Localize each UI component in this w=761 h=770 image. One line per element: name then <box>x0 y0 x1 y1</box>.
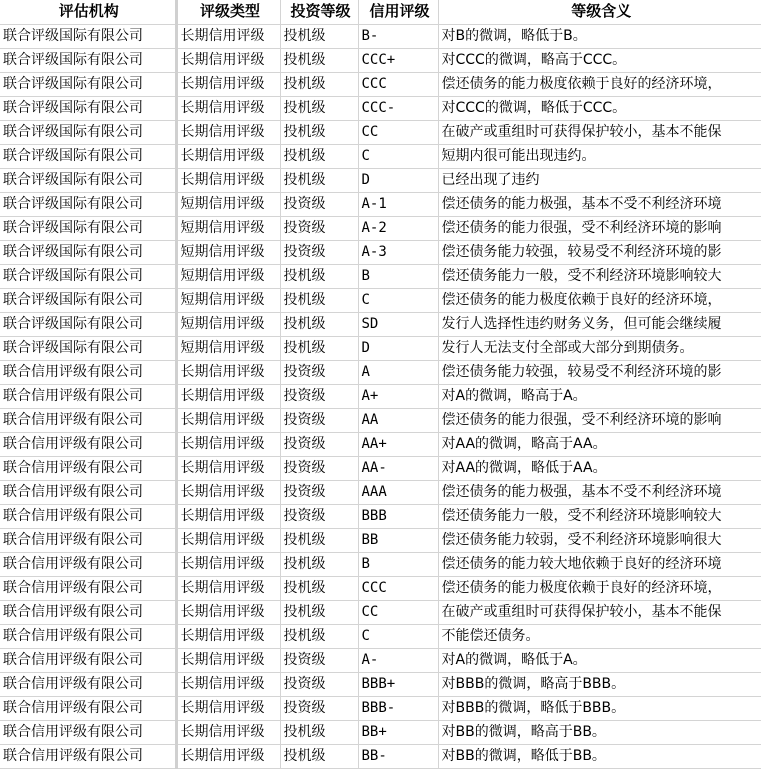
cell-investment-grade[interactable]: 投资级 <box>280 456 358 480</box>
cell-agency[interactable]: 联合评级国际有限公司 <box>0 120 176 144</box>
cell-agency[interactable]: 联合信用评级有限公司 <box>0 576 176 600</box>
cell-rating-type[interactable]: 长期信用评级 <box>176 672 280 696</box>
cell-rating-type[interactable]: 长期信用评级 <box>176 720 280 744</box>
cell-agency[interactable]: 联合信用评级有限公司 <box>0 552 176 576</box>
cell-credit-rating[interactable]: CCC+ <box>358 48 438 72</box>
cell-agency[interactable]: 联合信用评级有限公司 <box>0 744 176 768</box>
cell-investment-grade[interactable]: 投资级 <box>280 360 358 384</box>
cell-credit-rating[interactable]: B- <box>358 24 438 48</box>
cell-investment-grade[interactable]: 投机级 <box>280 120 358 144</box>
table-row <box>0 720 761 744</box>
cell-credit-rating[interactable]: CC <box>358 600 438 624</box>
header-rating-type[interactable]: 评级类型 <box>176 0 280 24</box>
cell-credit-rating[interactable]: B <box>358 552 438 576</box>
cell-rating-type[interactable]: 长期信用评级 <box>176 24 280 48</box>
cell-rating-type[interactable]: 长期信用评级 <box>176 360 280 384</box>
cell-agency[interactable]: 联合信用评级有限公司 <box>0 624 176 648</box>
cell-credit-rating[interactable]: AA+ <box>358 432 438 456</box>
cell-credit-rating[interactable]: BB <box>358 528 438 552</box>
cell-investment-grade[interactable]: 投机级 <box>280 576 358 600</box>
cell-agency[interactable]: 联合评级国际有限公司 <box>0 24 176 48</box>
cell-rating-type[interactable]: 长期信用评级 <box>176 576 280 600</box>
table-row <box>0 624 761 648</box>
cell-credit-rating[interactable]: BBB+ <box>358 672 438 696</box>
cell-agency[interactable]: 联合评级国际有限公司 <box>0 312 176 336</box>
cell-agency[interactable]: 联合评级国际有限公司 <box>0 192 176 216</box>
cell-meaning[interactable]: 偿还债务的能力极度依赖于良好的经济环境， <box>438 288 761 312</box>
cell-investment-grade[interactable]: 投机级 <box>280 24 358 48</box>
cell-investment-grade[interactable]: 投机级 <box>280 264 358 288</box>
cell-agency[interactable]: 联合信用评级有限公司 <box>0 384 176 408</box>
cell-rating-type[interactable]: 短期信用评级 <box>176 336 280 360</box>
cell-investment-grade[interactable]: 投机级 <box>280 624 358 648</box>
cell-agency[interactable]: 联合评级国际有限公司 <box>0 48 176 72</box>
cell-rating-type[interactable]: 长期信用评级 <box>176 696 280 720</box>
cell-credit-rating[interactable]: AA- <box>358 456 438 480</box>
cell-credit-rating[interactable]: C <box>358 144 438 168</box>
cell-meaning[interactable]: 短期内很可能出现违约。 <box>438 144 761 168</box>
table-row <box>0 384 761 408</box>
cell-investment-grade[interactable]: 投机级 <box>280 72 358 96</box>
table-row <box>0 696 761 720</box>
cell-meaning[interactable]: 对CCC的微调，略低于CCC。 <box>438 96 761 120</box>
header-credit-rating[interactable]: 信用评级 <box>358 0 438 24</box>
cell-credit-rating[interactable]: A-2 <box>358 216 438 240</box>
cell-agency[interactable]: 联合信用评级有限公司 <box>0 528 176 552</box>
cell-rating-type[interactable]: 长期信用评级 <box>176 624 280 648</box>
cell-investment-grade[interactable]: 投资级 <box>280 240 358 264</box>
cell-meaning[interactable]: 不能偿还债务。 <box>438 624 761 648</box>
cell-agency[interactable]: 联合信用评级有限公司 <box>0 720 176 744</box>
cell-agency[interactable]: 联合评级国际有限公司 <box>0 96 176 120</box>
cell-rating-type[interactable]: 长期信用评级 <box>176 600 280 624</box>
cell-investment-grade[interactable]: 投资级 <box>280 408 358 432</box>
cell-credit-rating[interactable]: CCC <box>358 72 438 96</box>
cell-investment-grade[interactable]: 投资级 <box>280 672 358 696</box>
cell-investment-grade[interactable]: 投机级 <box>280 720 358 744</box>
cell-rating-type[interactable]: 长期信用评级 <box>176 648 280 672</box>
cell-agency[interactable]: 联合信用评级有限公司 <box>0 672 176 696</box>
table-row <box>0 240 761 264</box>
table-row <box>0 456 761 480</box>
cell-meaning[interactable]: 偿还债务能力一般，受不利经济环境影响较大 <box>438 264 761 288</box>
table-row <box>0 288 761 312</box>
cell-rating-type[interactable]: 长期信用评级 <box>176 384 280 408</box>
cell-meaning[interactable]: 偿还债务的能力很强，受不利经济环境的影响 <box>438 216 761 240</box>
table-row <box>0 168 761 192</box>
table-row <box>0 72 761 96</box>
cell-investment-grade[interactable]: 投机级 <box>280 552 358 576</box>
cell-investment-grade[interactable]: 投资级 <box>280 432 358 456</box>
cell-meaning[interactable]: 偿还债务能力较弱，受不利经济环境影响很大 <box>438 528 761 552</box>
table-row <box>0 504 761 528</box>
table-row <box>0 480 761 504</box>
table-row <box>0 120 761 144</box>
cell-rating-type[interactable]: 长期信用评级 <box>176 48 280 72</box>
cell-credit-rating[interactable]: BBB <box>358 504 438 528</box>
cell-meaning[interactable]: 对AA的微调，略低于AA。 <box>438 456 761 480</box>
cell-meaning[interactable]: 对AA的微调，略高于AA。 <box>438 432 761 456</box>
cell-agency[interactable]: 联合信用评级有限公司 <box>0 648 176 672</box>
cell-agency[interactable]: 联合评级国际有限公司 <box>0 144 176 168</box>
cell-agency[interactable]: 联合信用评级有限公司 <box>0 432 176 456</box>
cell-credit-rating[interactable]: B <box>358 264 438 288</box>
table-row <box>0 312 761 336</box>
cell-rating-type[interactable]: 短期信用评级 <box>176 312 280 336</box>
table-row <box>0 528 761 552</box>
header-row <box>0 0 761 24</box>
cell-meaning[interactable]: 在破产或重组时可获得保护较小，基本不能保 <box>438 120 761 144</box>
table-row <box>0 600 761 624</box>
cell-rating-type[interactable]: 长期信用评级 <box>176 408 280 432</box>
cell-credit-rating[interactable]: CCC- <box>358 96 438 120</box>
table-row <box>0 192 761 216</box>
table-row <box>0 672 761 696</box>
cell-agency[interactable]: 联合评级国际有限公司 <box>0 216 176 240</box>
cell-meaning[interactable]: 偿还债务的能力极度依赖于良好的经济环境， <box>438 72 761 96</box>
cell-investment-grade[interactable]: 投资级 <box>280 648 358 672</box>
cell-credit-rating[interactable]: C <box>358 624 438 648</box>
cell-investment-grade[interactable]: 投机级 <box>280 336 358 360</box>
cell-credit-rating[interactable]: A-1 <box>358 192 438 216</box>
cell-meaning[interactable]: 偿还债务的能力极强，基本不受不利经济环境 <box>438 480 761 504</box>
table-row <box>0 24 761 48</box>
cell-investment-grade[interactable]: 投资级 <box>280 480 358 504</box>
cell-investment-grade[interactable]: 投资级 <box>280 384 358 408</box>
cell-agency[interactable]: 联合信用评级有限公司 <box>0 456 176 480</box>
cell-credit-rating[interactable]: A+ <box>358 384 438 408</box>
table-row <box>0 648 761 672</box>
cell-meaning[interactable]: 对A的微调，略高于A。 <box>438 384 761 408</box>
cell-credit-rating[interactable]: AAA <box>358 480 438 504</box>
cell-meaning[interactable]: 已经出现了违约 <box>438 168 761 192</box>
cell-credit-rating[interactable]: A-3 <box>358 240 438 264</box>
cell-meaning[interactable]: 对BBB的微调，略高于BBB。 <box>438 672 761 696</box>
header-agency[interactable]: 评估机构 <box>0 0 176 24</box>
cell-investment-grade[interactable]: 投机级 <box>280 744 358 768</box>
cell-rating-type[interactable]: 长期信用评级 <box>176 96 280 120</box>
cell-meaning[interactable]: 对CCC的微调，略高于CCC。 <box>438 48 761 72</box>
cell-meaning[interactable]: 对B的微调，略低于B。 <box>438 24 761 48</box>
header-investment-grade[interactable]: 投资等级 <box>280 0 358 24</box>
cell-agency[interactable]: 联合评级国际有限公司 <box>0 168 176 192</box>
cell-meaning[interactable]: 偿还债务的能力极强，基本不受不利经济环境 <box>438 192 761 216</box>
header-meaning[interactable]: 等级含义 <box>438 0 761 24</box>
cell-meaning[interactable]: 偿还债务能力一般，受不利经济环境影响较大 <box>438 504 761 528</box>
cell-meaning[interactable]: 偿还债务能力较强，较易受不利经济环境的影 <box>438 240 761 264</box>
cell-rating-type[interactable]: 长期信用评级 <box>176 504 280 528</box>
table-row <box>0 216 761 240</box>
cell-credit-rating[interactable]: CCC <box>358 576 438 600</box>
cell-meaning[interactable]: 偿还债务的能力很强，受不利经济环境的影响 <box>438 408 761 432</box>
cell-rating-type[interactable]: 长期信用评级 <box>176 480 280 504</box>
table-row <box>0 96 761 120</box>
table-row <box>0 48 761 72</box>
cell-investment-grade[interactable]: 投机级 <box>280 168 358 192</box>
cell-rating-type[interactable]: 长期信用评级 <box>176 120 280 144</box>
cell-rating-type[interactable]: 短期信用评级 <box>176 264 280 288</box>
cell-investment-grade[interactable]: 投资级 <box>280 504 358 528</box>
cell-agency[interactable]: 联合评级国际有限公司 <box>0 336 176 360</box>
cell-rating-type[interactable]: 长期信用评级 <box>176 552 280 576</box>
cell-credit-rating[interactable]: BBB- <box>358 696 438 720</box>
cell-credit-rating[interactable]: SD <box>358 312 438 336</box>
cell-agency[interactable]: 联合评级国际有限公司 <box>0 264 176 288</box>
cell-credit-rating[interactable]: C <box>358 288 438 312</box>
cell-meaning[interactable]: 对BBB的微调，略低于BBB。 <box>438 696 761 720</box>
cell-agency[interactable]: 联合评级国际有限公司 <box>0 288 176 312</box>
cell-credit-rating[interactable]: BB+ <box>358 720 438 744</box>
cell-rating-type[interactable]: 长期信用评级 <box>176 528 280 552</box>
cell-investment-grade[interactable]: 投机级 <box>280 144 358 168</box>
cell-agency[interactable]: 联合信用评级有限公司 <box>0 408 176 432</box>
cell-investment-grade[interactable]: 投机级 <box>280 312 358 336</box>
cell-credit-rating[interactable]: CC <box>358 120 438 144</box>
cell-meaning[interactable]: 发行人无法支付全部或大部分到期债务。 <box>438 336 761 360</box>
cell-meaning[interactable]: 发行人选择性违约财务义务，但可能会继续履 <box>438 312 761 336</box>
cell-agency[interactable]: 联合信用评级有限公司 <box>0 600 176 624</box>
cell-rating-type[interactable]: 长期信用评级 <box>176 744 280 768</box>
cell-meaning[interactable]: 偿还债务的能力极度依赖于良好的经济环境， <box>438 576 761 600</box>
table-row <box>0 360 761 384</box>
cell-rating-type[interactable]: 长期信用评级 <box>176 168 280 192</box>
cell-agency[interactable]: 联合评级国际有限公司 <box>0 240 176 264</box>
table-body <box>0 24 761 768</box>
cell-rating-type[interactable]: 短期信用评级 <box>176 240 280 264</box>
cell-meaning[interactable]: 在破产或重组时可获得保护较小，基本不能保 <box>438 600 761 624</box>
cell-rating-type[interactable]: 长期信用评级 <box>176 144 280 168</box>
cell-meaning[interactable]: 偿还债务的能力较大地依赖于良好的经济环境 <box>438 552 761 576</box>
cell-investment-grade[interactable]: 投资级 <box>280 216 358 240</box>
cell-credit-rating[interactable]: AA <box>358 408 438 432</box>
cell-credit-rating[interactable]: D <box>358 168 438 192</box>
cell-investment-grade[interactable]: 投资级 <box>280 192 358 216</box>
table-row <box>0 432 761 456</box>
cell-meaning[interactable]: 对A的微调，略低于A。 <box>438 648 761 672</box>
cell-rating-type[interactable]: 长期信用评级 <box>176 432 280 456</box>
cell-credit-rating[interactable]: BB- <box>358 744 438 768</box>
cell-rating-type[interactable]: 短期信用评级 <box>176 192 280 216</box>
cell-agency[interactable]: 联合信用评级有限公司 <box>0 504 176 528</box>
cell-meaning[interactable]: 偿还债务能力较强，较易受不利经济环境的影 <box>438 360 761 384</box>
table-row <box>0 336 761 360</box>
table-row <box>0 144 761 168</box>
table-row <box>0 264 761 288</box>
cell-rating-type[interactable]: 短期信用评级 <box>176 216 280 240</box>
cell-rating-type[interactable]: 长期信用评级 <box>176 72 280 96</box>
cell-rating-type[interactable]: 短期信用评级 <box>176 288 280 312</box>
table-row <box>0 408 761 432</box>
cell-investment-grade[interactable]: 投机级 <box>280 528 358 552</box>
cell-investment-grade[interactable]: 投机级 <box>280 96 358 120</box>
cell-investment-grade[interactable]: 投机级 <box>280 48 358 72</box>
cell-agency[interactable]: 联合评级国际有限公司 <box>0 72 176 96</box>
cell-investment-grade[interactable]: 投机级 <box>280 600 358 624</box>
cell-meaning[interactable]: 对BB的微调，略低于BB。 <box>438 744 761 768</box>
cell-meaning[interactable]: 对BB的微调，略高于BB。 <box>438 720 761 744</box>
cell-credit-rating[interactable]: D <box>358 336 438 360</box>
table-row <box>0 744 761 768</box>
cell-credit-rating[interactable]: A <box>358 360 438 384</box>
cell-agency[interactable]: 联合信用评级有限公司 <box>0 696 176 720</box>
cell-agency[interactable]: 联合信用评级有限公司 <box>0 360 176 384</box>
cell-credit-rating[interactable]: A- <box>358 648 438 672</box>
table-row <box>0 576 761 600</box>
cell-rating-type[interactable]: 长期信用评级 <box>176 456 280 480</box>
cell-investment-grade[interactable]: 投资级 <box>280 696 358 720</box>
cell-investment-grade[interactable]: 投机级 <box>280 288 358 312</box>
table-row <box>0 552 761 576</box>
cell-agency[interactable]: 联合信用评级有限公司 <box>0 480 176 504</box>
